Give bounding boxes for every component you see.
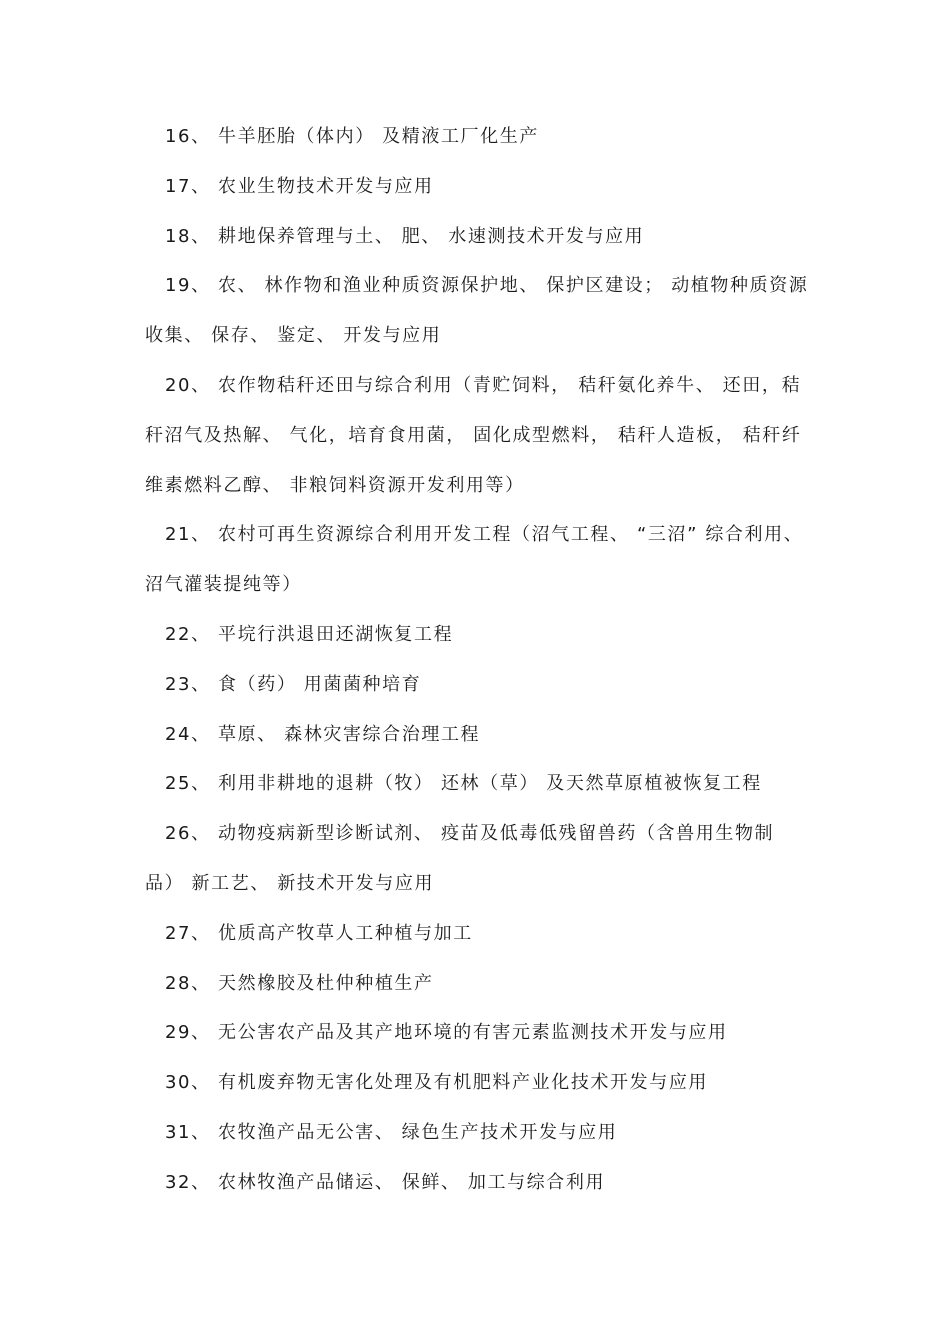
list-item: 19、 农、 林作物和渔业种质资源保护地、 保护区建设； 动植物种质资源收集、 保存、 鉴定、 开发与应用 — [145, 275, 809, 347]
list-item: 18、 耕地保养管理与土、 肥、 水速测技术开发与应用 — [165, 225, 645, 247]
list-item: 17、 农业生物技术开发与应用 — [165, 175, 434, 197]
list-item: 32、 农林牧渔产品储运、 保鲜、 加工与综合利用 — [165, 1171, 606, 1193]
item-list — [145, 112, 810, 1208]
list-item: 25、 利用非耕地的退耕（牧） 还林（草） 及天然草原植被恢复工程 — [165, 773, 762, 795]
list-item: 26、 动物疫病新型诊断试剂、 疫苗及低毒低残留兽药（含兽用生物制品） 新工艺、 新技术开发与应用 — [145, 823, 775, 894]
list-item: 20、 农作物秸秆还田与综合利用（青贮饲料， 秸秆氨化养牛、 还田，秸秆沼气及热解、 气化，培育食用菌， 固化成型燃料， 秸秆人造板， 秸秆纤维素燃料乙醇、 非粮饲料资源开发利用等） — [145, 374, 802, 496]
list-item: 16、 牛羊胚胎（体内） 及精液工厂化生产 — [165, 126, 539, 147]
list-item: 31、 农牧渔产品无公害、 绿色生产技术开发与应用 — [165, 1121, 618, 1143]
list-item: 30、 有机废弃物无害化处理及有机肥料产业化技术开发与应用 — [165, 1072, 709, 1094]
list-item: 29、 无公害农产品及其产地环境的有害元素监测技术开发与应用 — [165, 1022, 728, 1044]
list-item: 21、 农村可再生资源综合利用开发工程（沼气工程、 “三沼” 综合利用、 沼气灌装提纯等） — [145, 524, 804, 596]
list-item: 24、 草原、 森林灾害综合治理工程 — [165, 723, 481, 745]
list-item: 22、 平垸行洪退田还湖恢复工程 — [165, 623, 454, 645]
list-item: 23、 食（药） 用菌菌种培育 — [165, 673, 422, 695]
list-item: 28、 天然橡胶及杜仲种植生产 — [165, 972, 434, 994]
list-item: 27、 优质高产牧草人工种植与加工 — [165, 922, 473, 944]
